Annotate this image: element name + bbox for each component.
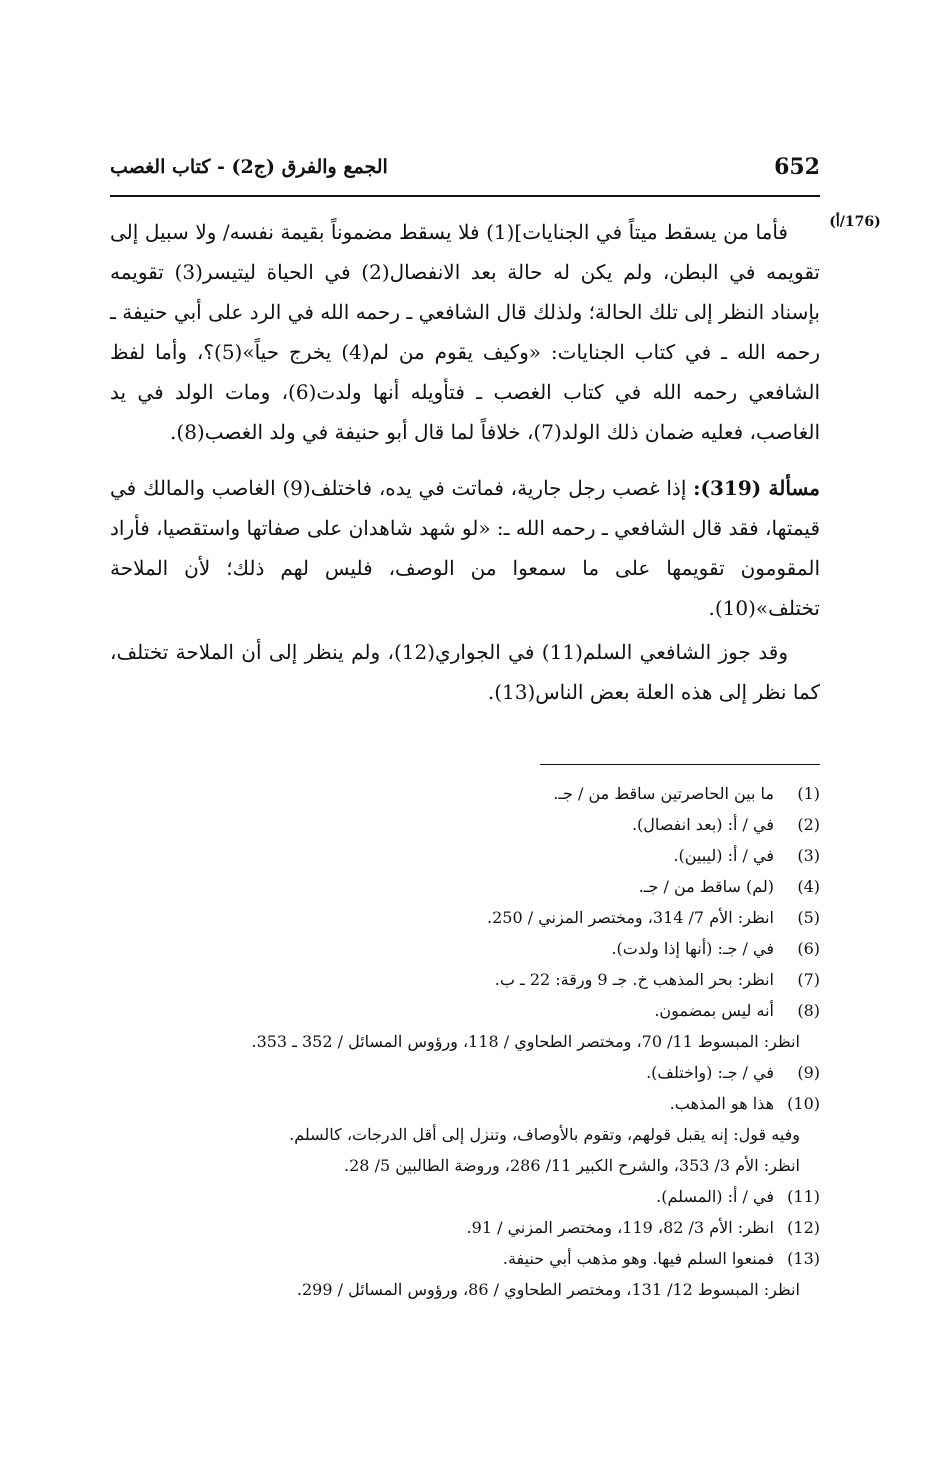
footnote-continuation: وفيه قول: إنه يقبل قولهم، وتقوم بالأوصاف، وتنزل إلى أقل الدرجات، كالسلم. [289,1125,800,1144]
footnote-text: فمنعوا السلم فيها. وهو مذهب أبي حنيفة. [502,1249,774,1268]
footnote-text: في / جـ: (أنها إذا ولدت). [611,939,774,958]
footnote [130,1057,820,1088]
footnote [130,964,820,995]
footnote-number: (12) [787,1218,820,1237]
footnote-continuation: انظر: المبسوط 12/ 131، ومختصر الطحاوي / 86، ورؤوس المسائل / 299. [296,1280,800,1299]
page-number: 652 [774,154,820,180]
footnote-text: في / أ: (ليبين). [673,846,774,865]
footnote [130,1243,820,1274]
footnote-text: هذا هو المذهب. [669,1094,774,1113]
footnote-number: (8) [797,1001,820,1020]
footnote-text: (لم) ساقط من / جـ. [638,877,774,896]
issue-paragraph [110,468,820,628]
footnote [130,995,820,1026]
footnote [130,1181,820,1212]
footnote-number: (2) [797,815,820,834]
footnote-continuation: انظر: المبسوط 11/ 70، ومختصر الطحاوي / 118، ورؤوس المسائل / 352 ـ 353. [251,1032,800,1051]
footnote-text: انظر: الأم 3/ 82، 119، ومختصر المزني / 91. [466,1218,774,1237]
footnote [130,902,820,933]
footnote-number: (6) [797,939,820,958]
footnote-number: (13) [787,1249,820,1268]
footnote [130,1088,820,1119]
header-rule [110,195,820,197]
footnote [130,840,820,871]
paragraph: وقد جوز الشافعي السلم(11) في الجواري(12)، ولم ينظر إلى أن الملاحة تختلف، كما نظر إلى هذه العلة بعض الناس(13). [110,640,820,704]
footnote-text: في / أ: (المسلم). [656,1187,774,1206]
footnote [130,871,820,902]
footnote-number: (3) [797,846,820,865]
issue-text: إذا غصب رجل جارية، فماتت في يده، فاختلف(9) الغاصب والمالك في قيمتها، فقد قال الشافعي ـ رحمه الله ـ: «لو شهد شاهدان على صفاتها واستقصيا، فأراد المقومون تقويمها على ما سمعوا من الوصف، فليس لهم ذلك؛ لأن الملاحة تختلف»(10). [110,476,820,620]
footnote [130,933,820,964]
footnote-number: (1) [797,784,820,803]
footnote-text: انظر: بحر المذهب خ. جـ 9 ورقة: 22 ـ ب. [494,970,774,989]
footnote-text: ما بين الحاصرتين ساقط من / جـ. [553,784,774,803]
footnote-rule [540,764,820,765]
footnote-number: (9) [797,1063,820,1082]
footnote-text: أنه ليس بمضمون. [654,1001,774,1020]
footnotes [130,778,820,1305]
footnote-text: انظر: الأم 7/ 314، ومختصر المزني / 250. [487,908,774,927]
footnote [130,1212,820,1243]
paragraph: فأما من يسقط ميتاً في الجنايات](1) فلا يسقط مضموناً بقيمة نفسه/ ولا سبيل إلى تقويمه في البطن، ولم يكن له حالة بعد الانفصال(2) في الحياة ليتيسر(3) تقويمه بإسناد النظر إلى تلك الحالة؛ ولذلك قال الشافعي ـ رحمه الله في الرد على أبي حنيفة ـ رحمه الله ـ في كتاب الجنايات: «وكيف يقوم من لم(4) يخرج حياً»(5)؟، وأما لفظ الشافعي رحمه الله في كتاب الغصب ـ فتأويله أنها ولدت(6)، ومات الولد في يد الغاصب، فعليه ضمان ذلك الولد(7)، خلافاً لما قال أبو حنيفة في ولد الغصب(8). [110,220,820,444]
page-header [110,150,820,192]
running-title: الجمع والفرق (ج2) - كتاب الغصب [110,156,388,178]
issue-label: مسألة (319): [693,476,821,500]
footnote-text: في / جـ: (واختلف). [646,1063,774,1082]
footnote-number: (10) [787,1094,820,1113]
footnote-continuation: انظر: الأم 3/ 353، والشرح الكبير 11/ 286، وروضة الطالبين 5/ 28. [344,1156,800,1175]
manuscript-folio-ref: (176/أ) [829,214,881,230]
footnote [130,778,820,809]
footnote-number: (5) [797,908,820,927]
footnote-number: (11) [787,1187,820,1206]
footnote-number: (4) [797,877,820,896]
footnote-number: (7) [797,970,820,989]
main-text [110,212,820,712]
footnote [130,809,820,840]
footnote-text: في / أ: (بعد انفصال). [631,815,774,834]
